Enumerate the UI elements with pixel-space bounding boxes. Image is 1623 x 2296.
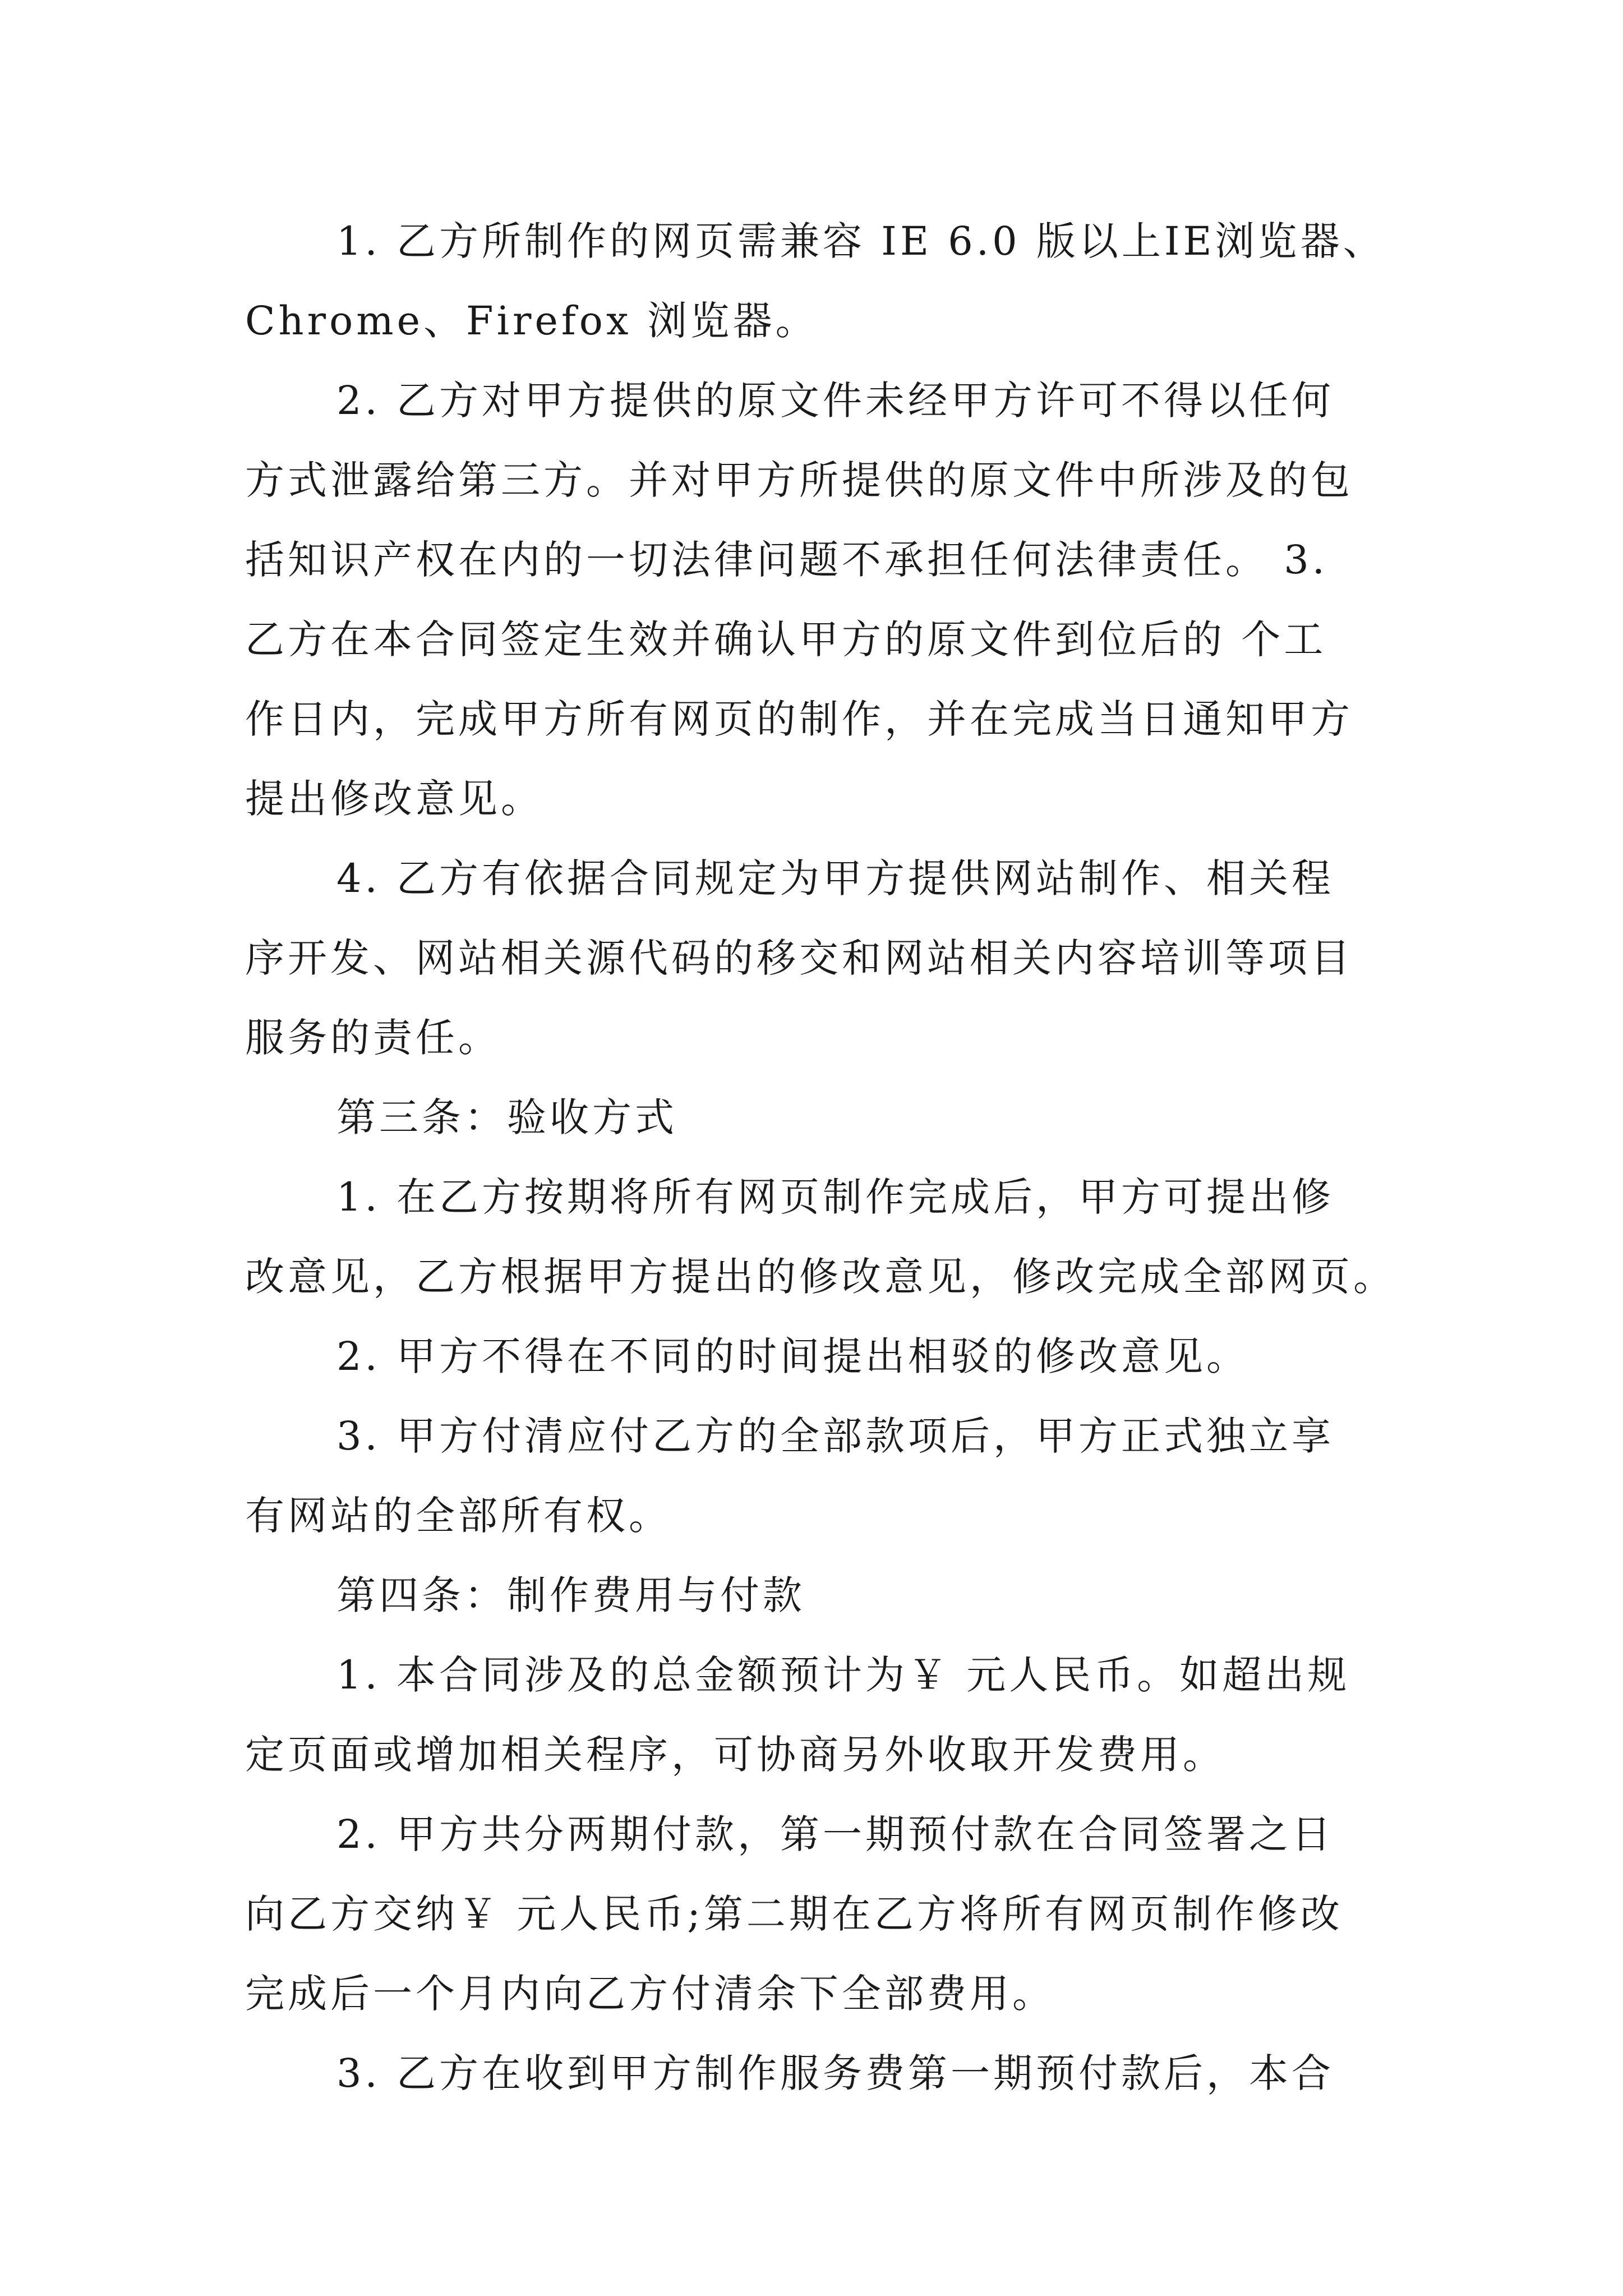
text-line: 1. 在乙方按期将所有网页制作完成后，甲方可提出修 <box>336 1174 1335 1220</box>
text-line: 完成后一个月内向乙方付清余下全部费用。 <box>245 1971 1055 2017</box>
text-line: 3. 甲方付清应付乙方的全部款项后，甲方正式独立享 <box>336 1413 1335 1459</box>
text-line: 向乙方交纳￥ 元人民币;第二期在乙方将所有网页制作修改 <box>245 1891 1343 1937</box>
text-line: 乙方在本合同签定生效并确认甲方的原文件到位后的 个工 <box>245 616 1327 662</box>
text-line: Chrome、Firefox 浏览器。 <box>245 298 818 344</box>
section-heading: 第三条：验收方式 <box>336 1094 677 1140</box>
text-line: 定页面或增加相关程序，可协商另外收取开发费用。 <box>245 1732 1225 1778</box>
section-heading: 第四条：制作费用与付款 <box>336 1572 805 1618</box>
text-line: 2. 甲方共分两期付款，第一期预付款在合同签署之日 <box>336 1811 1335 1857</box>
text-line: 1. 乙方所制作的网页需兼容 IE 6.0 版以上IE浏览器、 <box>336 218 1386 264</box>
text-line: 3. 乙方在收到甲方制作服务费第一期预付款后，本合 <box>336 2050 1335 2096</box>
text-line: 2. 乙方对甲方提供的原文件未经甲方许可不得以任何 <box>336 378 1335 424</box>
text-line: 括知识产权在内的一切法律问题不承担任何法律责任。 3. <box>245 537 1329 583</box>
text-line: 服务的责任。 <box>245 1015 501 1061</box>
text-line: 序开发、网站相关源代码的移交和网站相关内容培训等项目 <box>245 935 1353 981</box>
text-line: 有网站的全部所有权。 <box>245 1493 671 1539</box>
text-line: 1. 本合同涉及的总金额预计为￥ 元人民币。如超出规 <box>336 1652 1350 1698</box>
text-line: 4. 乙方有依据合同规定为甲方提供网站制作、相关程 <box>336 855 1335 901</box>
text-line: 2. 甲方不得在不同的时间提出相驳的修改意见。 <box>336 1333 1249 1379</box>
text-line: 作日内，完成甲方所有网页的制作，并在完成当日通知甲方 <box>245 696 1353 742</box>
text-line: 提出修改意见。 <box>245 776 543 822</box>
text-line: 改意见，乙方根据甲方提出的修改意见，修改完成全部网页。 <box>245 1254 1396 1300</box>
text-line: 方式泄露给第三方。并对甲方所提供的原文件中所涉及的包 <box>245 457 1353 503</box>
